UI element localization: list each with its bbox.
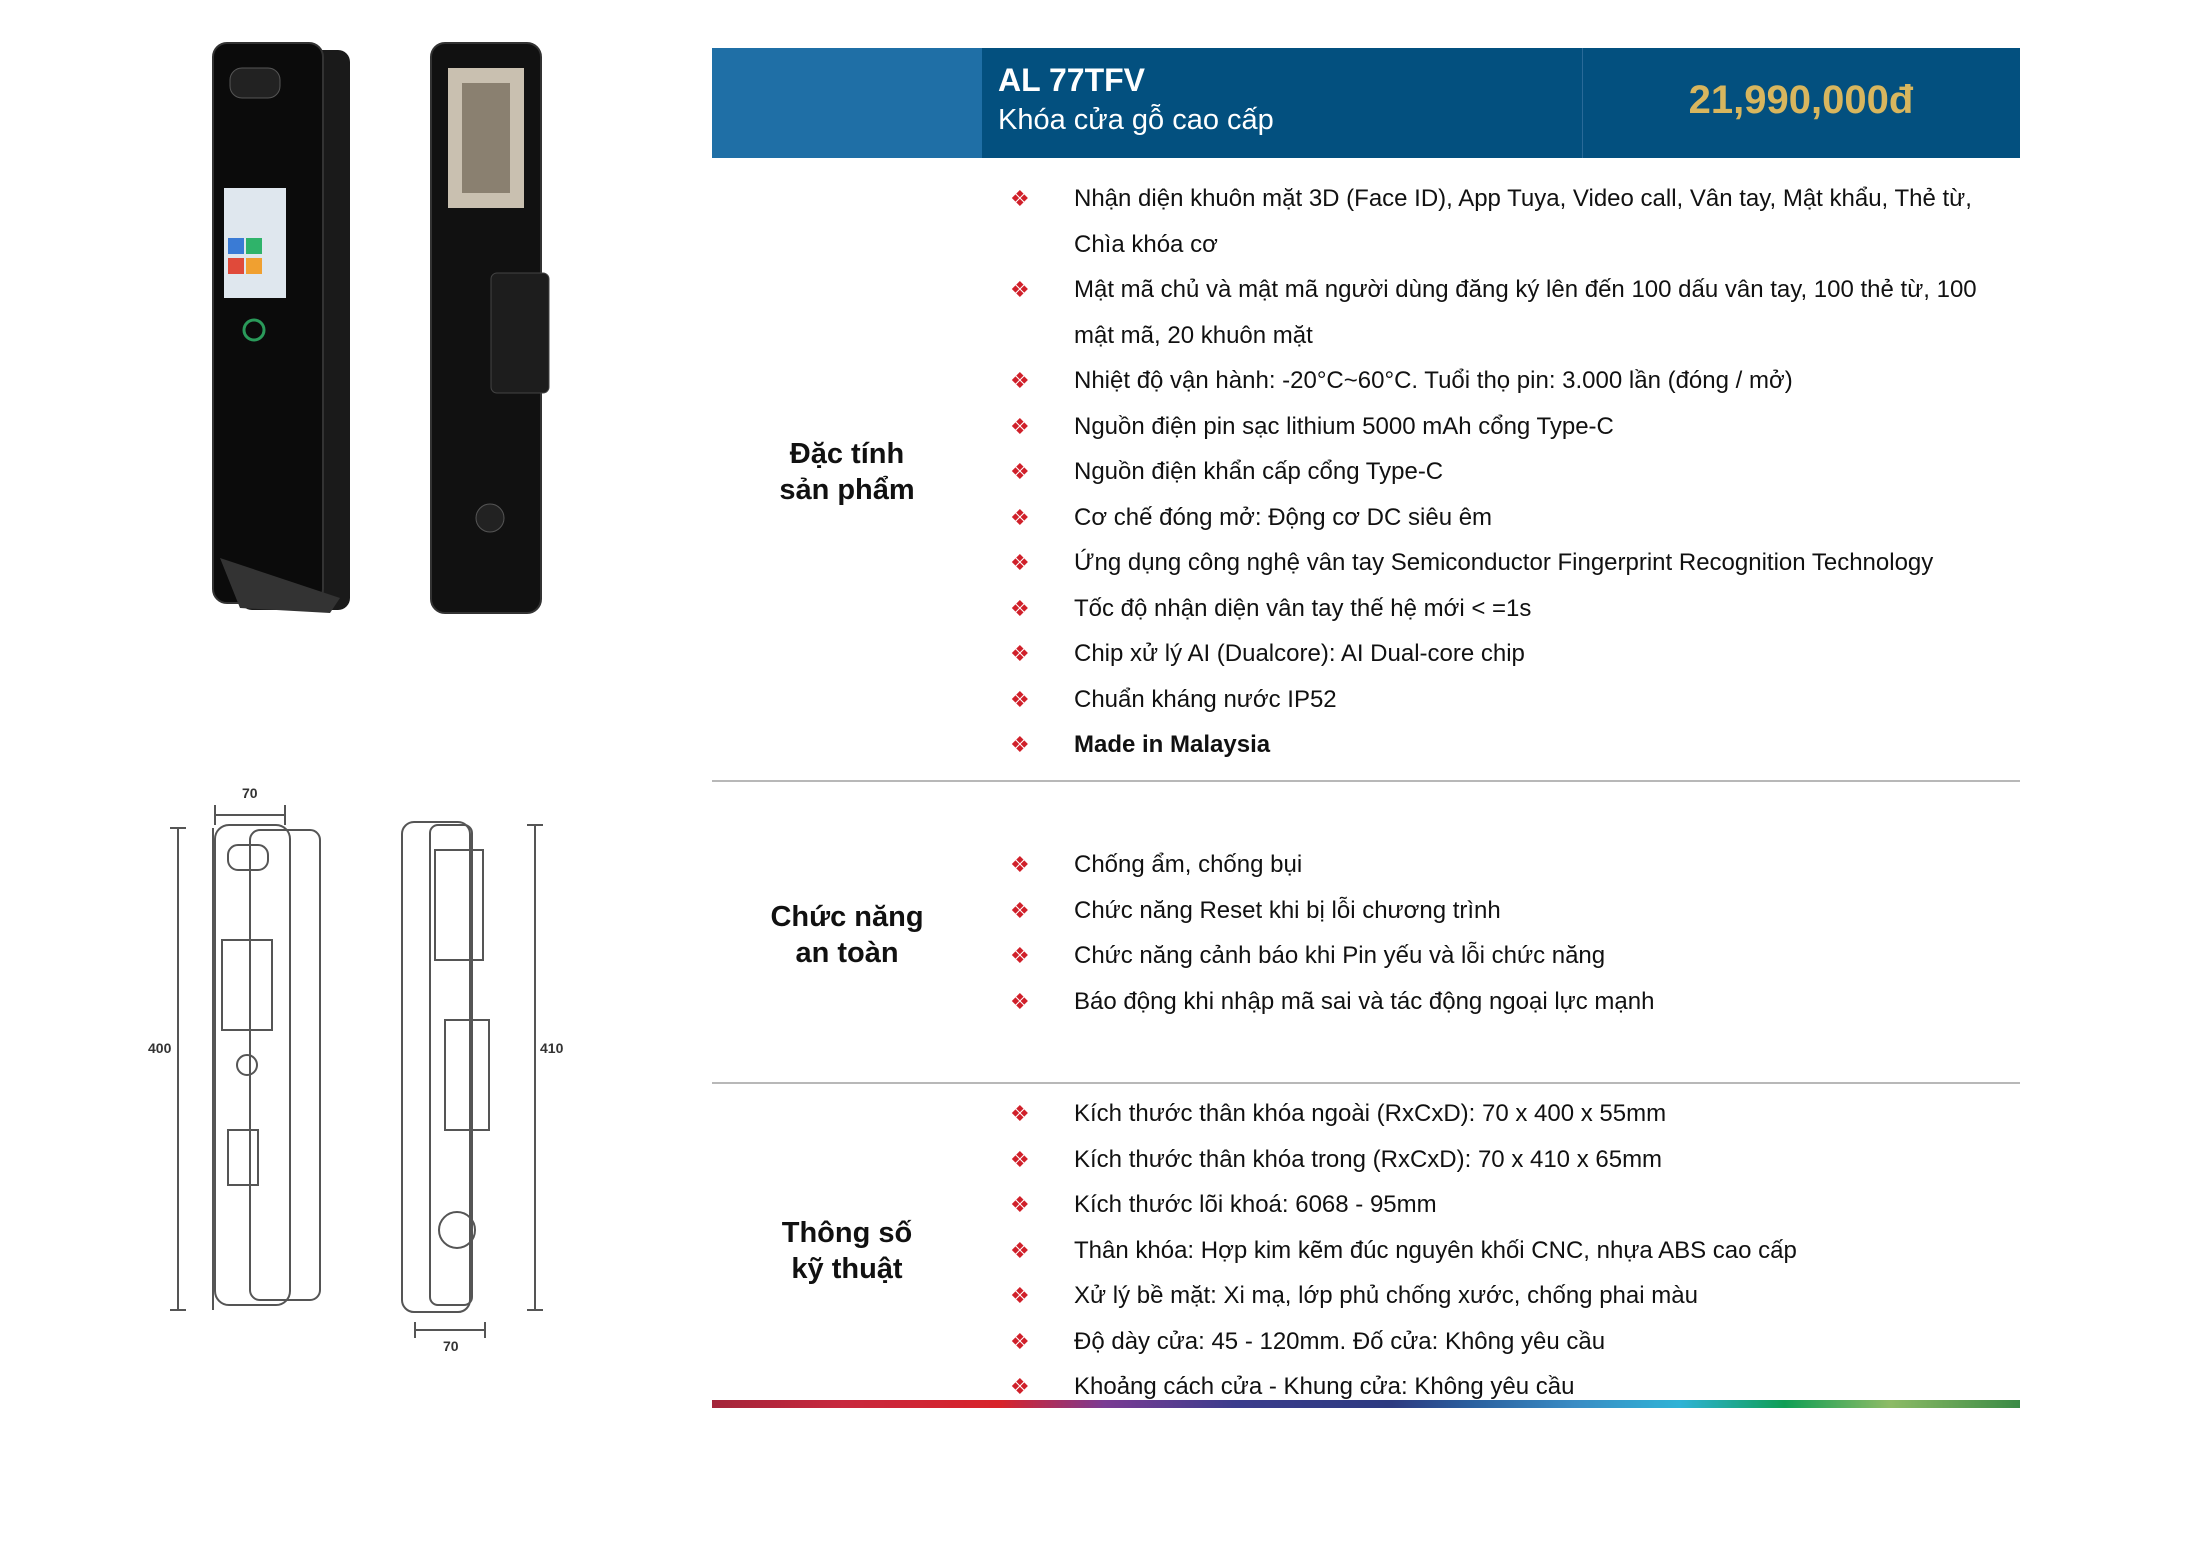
- item-text: Ứng dụng công nghệ vân tay Semiconductor Fingerprint Recognition Technology: [1074, 549, 1934, 576]
- list-item: [1010, 404, 1990, 450]
- item-text: Thân khóa: Hợp kim kẽm đúc nguyên khối CNC, nhựa ABS cao cấp: [1074, 1236, 1797, 1264]
- list-item: [1010, 842, 1990, 888]
- bullet-diamond-icon: ❖: [1010, 897, 1030, 923]
- label-line: Đặc tính: [789, 438, 905, 470]
- item-text: Chống ẩm, chống bụi: [1074, 851, 1303, 878]
- bullet-diamond-icon: ❖: [1010, 641, 1030, 666]
- product-header: [712, 48, 2020, 158]
- item-text: Nguồn điện khẩn cấp cổng Type-C: [1074, 458, 1444, 485]
- list-item: [1010, 267, 1990, 358]
- safety-list: [1010, 842, 1990, 1024]
- dim-inner-width: 70: [443, 1338, 459, 1354]
- list-item: [1010, 540, 1990, 586]
- product-photo: [200, 38, 570, 623]
- list-item: [1010, 677, 1990, 723]
- dim-outer-width: 70: [242, 785, 258, 801]
- section-label-specs: [712, 1215, 982, 1287]
- product-subtitle: Khóa cửa gỗ cao cấp: [998, 104, 1274, 136]
- dimension-drawing: [140, 780, 580, 1360]
- dim-outer-height: 400: [148, 1040, 172, 1056]
- header-accent-cell: [712, 48, 982, 158]
- outer-lock-photo: [213, 43, 350, 613]
- bullet-diamond-icon: ❖: [1010, 1237, 1030, 1263]
- item-text: Tốc độ nhận diện vân tay thế hệ mới < =1s: [1074, 594, 1532, 622]
- label-line: Thông số: [781, 1217, 913, 1249]
- item-text: Chức năng Reset khi bị lỗi chương trình: [1074, 896, 1501, 924]
- item-text: Made in Malaysia: [1074, 731, 1271, 758]
- list-item: [1010, 888, 1990, 934]
- bullet-diamond-icon: ❖: [1010, 459, 1030, 484]
- decorative-color-bar: [712, 1400, 2020, 1408]
- section-divider: [712, 1082, 2020, 1084]
- bullet-diamond-icon: ❖: [1010, 732, 1030, 757]
- bullet-diamond-icon: ❖: [1010, 943, 1030, 968]
- item-text: Mật mã chủ và mật mã người dùng đăng ký lên đến 100 dấu vân tay, 100 thẻ từ, 100 mật mã, 20 khuôn mặt: [1074, 276, 1977, 349]
- bullet-diamond-icon: ❖: [1010, 1283, 1030, 1308]
- list-item: [1010, 176, 1990, 267]
- section-divider: [712, 780, 2020, 782]
- bullet-diamond-icon: ❖: [1010, 1328, 1030, 1354]
- item-text: Nguồn điện pin sạc lithium 5000 mAh cổng Type-C: [1074, 412, 1614, 440]
- list-item: [1010, 358, 1990, 404]
- list-item: [1010, 722, 1990, 768]
- list-item: [1010, 979, 1990, 1025]
- list-item: [1010, 1091, 1990, 1137]
- list-item: [1010, 586, 1990, 632]
- item-text: Báo động khi nhập mã sai và tác động ngoại lực mạnh: [1074, 987, 1655, 1015]
- list-item: [1010, 1137, 1990, 1183]
- bullet-diamond-icon: ❖: [1010, 413, 1030, 439]
- section-label-safety: [712, 899, 982, 971]
- label-line: sản phẩm: [779, 474, 915, 506]
- list-item: [1010, 495, 1990, 541]
- list-item: [1010, 1319, 1990, 1365]
- list-item: [1010, 933, 1990, 979]
- bullet-diamond-icon: ❖: [1010, 504, 1030, 530]
- item-text: Chuẩn kháng nước IP52: [1074, 685, 1337, 713]
- list-item: [1010, 631, 1990, 677]
- item-text: Kích thước thân khóa ngoài (RxCxD): 70 x 400 x 55mm: [1074, 1100, 1667, 1127]
- bullet-diamond-icon: ❖: [1010, 1101, 1030, 1126]
- item-text: Chức năng cảnh báo khi Pin yếu và lỗi chức năng: [1074, 942, 1606, 969]
- bullet-diamond-icon: ❖: [1010, 368, 1030, 393]
- item-text: Chip xử lý AI (Dualcore): AI Dual-core chip: [1074, 640, 1525, 667]
- bullet-diamond-icon: ❖: [1010, 550, 1030, 575]
- inner-lock-photo: [431, 43, 549, 613]
- item-text: Kích thước thân khóa trong (RxCxD): 70 x 410 x 65mm: [1074, 1145, 1663, 1173]
- label-line: Chức năng: [770, 901, 924, 933]
- item-text: Nhận diện khuôn mặt 3D (Face ID), App Tuya, Video call, Vân tay, Mật khẩu, Thẻ từ, Chìa khóa cơ: [1074, 185, 1972, 258]
- section-label-features: [712, 436, 982, 508]
- bullet-diamond-icon: ❖: [1010, 686, 1030, 712]
- list-item: [1010, 449, 1990, 495]
- list-item: [1010, 1228, 1990, 1274]
- label-line: kỹ thuật: [791, 1253, 903, 1285]
- features-list: [1010, 176, 1990, 768]
- bullet-diamond-icon: ❖: [1010, 852, 1030, 877]
- item-text: Nhiệt độ vận hành: -20°C~60°C. Tuổi thọ pin: 3.000 lần (đóng / mở): [1074, 367, 1793, 394]
- bullet-diamond-icon: ❖: [1010, 186, 1030, 211]
- dim-inner-height: 410: [540, 1040, 564, 1056]
- specs-list: [1010, 1091, 1990, 1410]
- item-text: Xử lý bề mặt: Xi mạ, lớp phủ chống xước, chống phai màu: [1074, 1282, 1698, 1309]
- bullet-diamond-icon: ❖: [1010, 1374, 1030, 1399]
- bullet-diamond-icon: ❖: [1010, 988, 1030, 1014]
- bullet-diamond-icon: ❖: [1010, 1146, 1030, 1172]
- bullet-diamond-icon: ❖: [1010, 1192, 1030, 1217]
- item-text: Khoảng cách cửa - Khung cửa: Không yêu cầu: [1074, 1373, 1575, 1400]
- product-price: 21,990,000đ: [1688, 78, 1914, 122]
- label-line: an toàn: [795, 937, 899, 969]
- bullet-diamond-icon: ❖: [1010, 277, 1030, 302]
- item-text: Cơ chế đóng mở: Động cơ DC siêu êm: [1074, 503, 1493, 531]
- product-model: AL 77TFV: [998, 62, 1145, 98]
- list-item: [1010, 1182, 1990, 1228]
- item-text: Độ dày cửa: 45 - 120mm. Đố cửa: Không yêu cầu: [1074, 1327, 1606, 1355]
- bullet-diamond-icon: ❖: [1010, 595, 1030, 621]
- list-item: [1010, 1273, 1990, 1319]
- item-text: Kích thước lõi khoá: 6068 - 95mm: [1074, 1191, 1437, 1218]
